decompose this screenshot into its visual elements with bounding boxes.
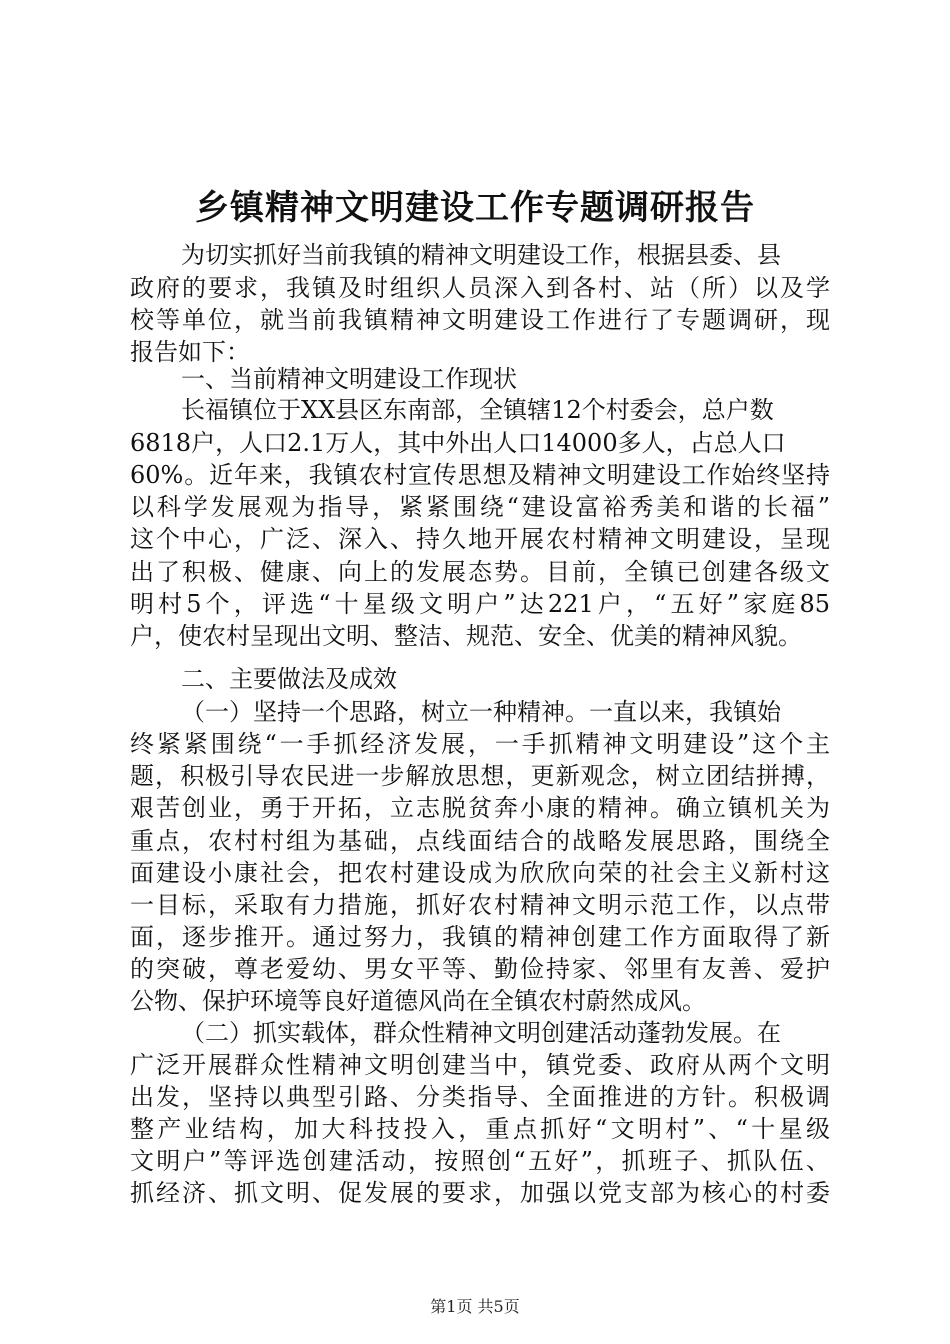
paragraph-line: 以科学发展观为指导，紧紧围绕“建设富裕秀美和谐的长福”	[130, 493, 830, 521]
paragraph-line: 文明户”等评选创建活动，按照创“五好”，抓班子、抓队伍、	[130, 1147, 830, 1175]
document-title: 乡镇精神文明建设工作专题调研报告	[195, 188, 755, 228]
paragraph-line: 面，逐步推开。通过努力，我镇的精神创建工作方面取得了新	[130, 923, 830, 951]
paragraph-line: 整产业结构，加大科技投入，重点抓好“文明村”、“十星级	[130, 1115, 830, 1143]
paragraph-line: 为切实抓好当前我镇的精神文明建设工作，根据县委、县	[181, 241, 781, 269]
paragraph-line: 艰苦创业，勇于开拓，立志脱贫奔小康的精神。确立镇机关为	[130, 794, 830, 822]
paragraph-line: 的突破，尊老爱幼、男女平等、勤俭持家、邻里有友善、爱护	[130, 955, 830, 983]
paragraph-line: （一）坚持一个思路，树立一种精神。一直以来，我镇始	[181, 698, 781, 726]
paragraph-line: 明村5个，评选“十星级文明户”达221户，“五好”家庭85	[130, 590, 830, 618]
paragraph-line: 报告如下：	[130, 338, 250, 366]
section-heading: 一、当前精神文明建设工作现状	[181, 365, 517, 393]
paragraph-line: 一目标，采取有力措施，抓好农村精神文明示范工作，以点带	[130, 891, 830, 919]
paragraph-line: 题，积极引导农民进一步解放思想，更新观念，树立团结拼搏，	[130, 762, 830, 790]
page-footer: 第1页 共5页	[430, 1297, 520, 1316]
paragraph-line: 校等单位，就当前我镇精神文明建设工作进行了专题调研，现	[130, 306, 830, 334]
paragraph-line: 终紧紧围绕“一手抓经济发展，一手抓精神文明建设”这个主	[130, 730, 830, 758]
paragraph-line: 公物、保护环境等良好道德风尚在全镇农村蔚然成风。	[130, 987, 706, 1015]
paragraph-line: 60%。近年来，我镇农村宣传思想及精神文明建设工作始终坚持	[130, 461, 830, 489]
paragraph-line: 这个中心，广泛、深入、持久地开展农村精神文明建设，呈现	[130, 525, 830, 553]
paragraph-line: 6818户，人口2.1万人，其中外出人口14000多人，占总人口	[130, 429, 786, 457]
paragraph-line: 出了积极、健康、向上的发展态势。目前，全镇已创建各级文	[130, 558, 830, 586]
paragraph-line: 广泛开展群众性精神文明创建当中，镇党委、政府从两个文明	[130, 1051, 830, 1079]
paragraph-line: 面建设小康社会，把农村建设成为欣欣向荣的社会主义新村这	[130, 859, 830, 887]
paragraph-line: 出发，坚持以典型引路、分类指导、全面推进的方针。积极调	[130, 1083, 830, 1111]
section-heading: 二、主要做法及成效	[181, 665, 397, 693]
paragraph-line: 户，使农村呈现出文明、整洁、规范、安全、优美的精神风貌。	[130, 622, 802, 650]
paragraph-line: 抓经济、抓文明、促发展的要求，加强以党支部为核心的村委	[130, 1179, 830, 1207]
paragraph-line: 长福镇位于XX县区东南部，全镇辖12个村委会，总户数	[181, 396, 774, 424]
paragraph-line: （二）抓实载体，群众性精神文明创建活动蓬勃发展。在	[181, 1019, 781, 1047]
paragraph-line: 政府的要求，我镇及时组织人员深入到各村、站（所）以及学	[130, 274, 830, 302]
paragraph-line: 重点，农村村组为基础，点线面结合的战略发展思路，围绕全	[130, 827, 830, 855]
